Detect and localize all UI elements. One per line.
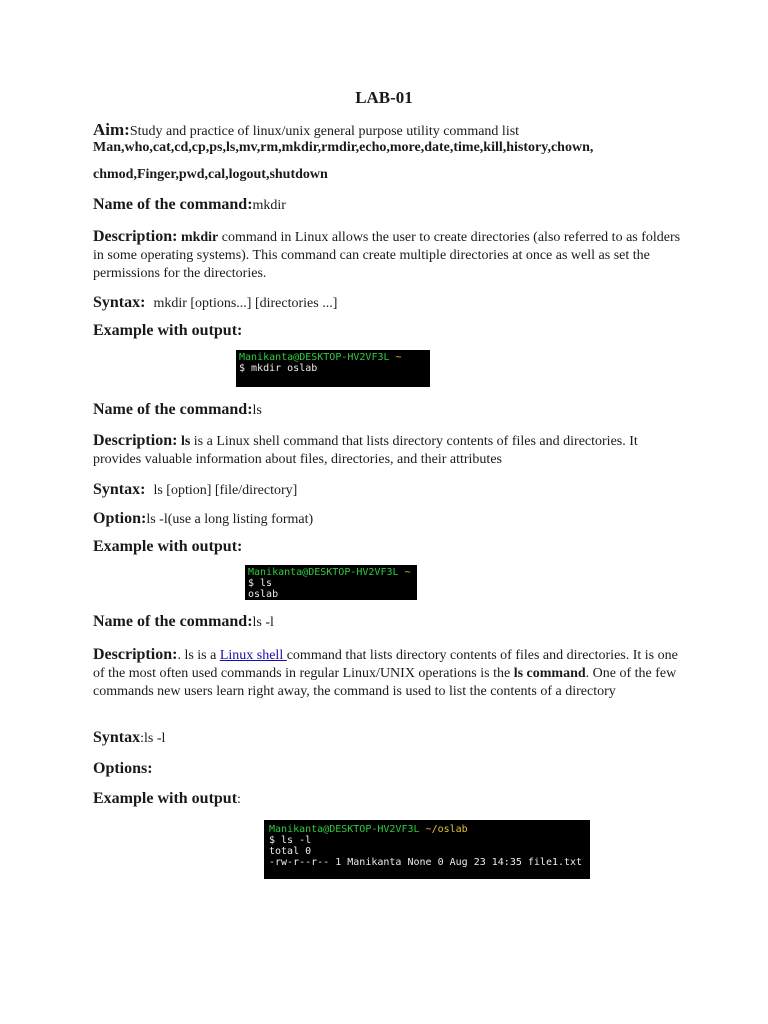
section3-desc-post: . One of the few commands new users learn right away, the command is used to list the contents of a directory — [93, 666, 677, 699]
section2-syntax-label: Syntax: — [93, 481, 146, 498]
terminal-prompt — [269, 824, 585, 835]
section2-desc-label: Description: — [93, 432, 178, 449]
section2-option-row — [93, 510, 313, 528]
section2-example-label: Example with output: — [93, 538, 243, 555]
section3-desc-mid: command that lists directory contents of files and directories. It is one of the most often used commands in regular Linux/UNIX operations is the — [93, 648, 678, 681]
section2-desc-bold: ls — [180, 434, 191, 449]
section3-options-label: Options: — [93, 760, 153, 777]
terminal-line: oslab — [248, 589, 279, 600]
section3-example-label: Example with output — [93, 790, 238, 807]
section1-desc-bold: mkdir — [180, 230, 219, 245]
section1-syntax-value: mkdir [options...] [directories ...] — [153, 296, 338, 311]
aim-row — [93, 120, 519, 140]
section1-syntax-label: Syntax: — [93, 294, 146, 311]
section3-syntax-label: Syntax — [93, 729, 141, 746]
aim-commands-line2: chmod,Finger,pwd,cal,logout,shutdown — [93, 167, 328, 182]
section3-syntax-row — [93, 729, 165, 747]
terminal-line: $ ls -l — [269, 835, 312, 846]
section2-syntax-value: ls [option] [file/directory] — [153, 483, 298, 498]
terminal-line: total 0 — [269, 846, 312, 857]
section3-desc-bold: ls command — [513, 666, 586, 681]
aim-text: Study and practice of linux/unix general purpose utility command list — [129, 124, 520, 139]
terminal-prompt-path: ~ — [404, 567, 411, 578]
aim-commands-line1: Man,who,cat,cd,cp,ps,ls,mv,rm,mkdir,rmdir,echo,more,date,time,kill,history,chown, — [93, 140, 594, 155]
linux-shell-link[interactable]: Linux shell — [219, 648, 287, 663]
terminal-prompt — [248, 567, 414, 578]
terminal-prompt-user: Manikanta@DESKTOP-HV2VF3L — [248, 567, 399, 578]
section2-name-value: ls — [252, 403, 262, 418]
section3-terminal-screenshot — [264, 820, 590, 879]
section2-syntax-row — [93, 481, 297, 499]
section3-example-row — [93, 790, 241, 808]
terminal-prompt-user: Manikanta@DESKTOP-HV2VF3L — [239, 352, 390, 363]
page-title: LAB-01 — [355, 88, 413, 107]
section3-syntax-value: :ls -l — [140, 731, 166, 746]
section1-description — [93, 228, 683, 283]
aim-colon: : — [124, 120, 130, 139]
terminal-prompt-user: Manikanta@DESKTOP-HV2VF3L — [269, 824, 420, 835]
section2-name-row — [93, 401, 262, 419]
terminal-prompt-path: ~ — [395, 352, 402, 363]
section1-example-label: Example with output: — [93, 322, 243, 339]
section1-name-row — [93, 196, 286, 214]
terminal-line: $ mkdir oslab — [239, 363, 318, 374]
section3-name-value: ls -l — [252, 615, 274, 630]
section1-name-label: Name of the command: — [93, 196, 253, 213]
section2-option-value: ls -l(use a long listing format) — [146, 512, 314, 527]
section1-name-value: mkdir — [252, 198, 286, 213]
terminal-prompt — [239, 352, 427, 363]
section1-desc-label: Description: — [93, 228, 178, 245]
terminal-line: $ ls — [248, 578, 273, 589]
section1-terminal-screenshot — [236, 350, 430, 387]
section2-desc-text: is a Linux shell command that lists directory contents of files and directories. It provides valuable information about files, directories, and their attributes — [93, 434, 638, 467]
section3-example-colon: : — [237, 792, 241, 807]
section3-desc-label: Description: — [93, 646, 178, 663]
section1-desc-text: command in Linux allows the user to create directories (also referred to as folders in some operating systems). This command can create multiple directories at once as well as set the permissions for the directories. — [93, 230, 681, 281]
terminal-prompt-path: ~/oslab — [425, 824, 468, 835]
section3-name-row — [93, 613, 274, 631]
section3-description — [93, 646, 683, 701]
aim-label: Aim — [93, 120, 125, 139]
section3-name-label: Name of the command: — [93, 613, 253, 630]
section2-name-label: Name of the command: — [93, 401, 253, 418]
terminal-line: -rw-r--r-- 1 Manikanta None 0 Aug 23 14:35 file1.txt — [269, 857, 583, 868]
section2-option-label: Option: — [93, 510, 147, 527]
section2-description — [93, 432, 683, 469]
section3-desc-pre: . ls is a — [177, 648, 220, 663]
section1-syntax-row — [93, 294, 337, 312]
section2-terminal-screenshot — [245, 565, 417, 600]
